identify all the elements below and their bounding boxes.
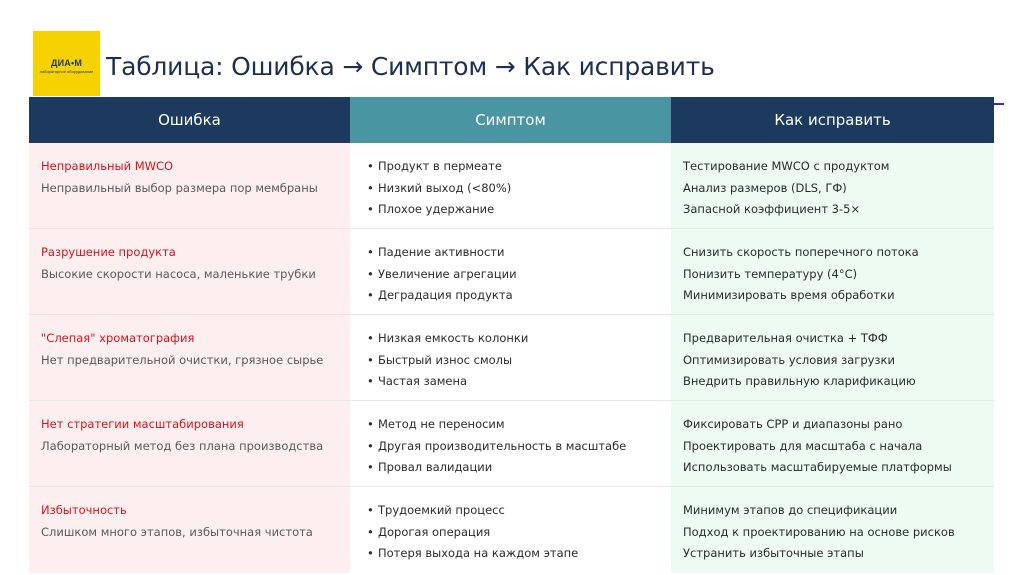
symptom-list (367, 328, 671, 393)
table-row (29, 229, 994, 315)
bullet-icon: • (367, 524, 374, 539)
logo-brand-text: ДИА•М (50, 58, 83, 68)
symptom-item (367, 264, 671, 286)
symptom-item (367, 522, 671, 544)
error-title: Неправильный MWCO (41, 159, 174, 173)
symptom-text: Увеличение агрегации (378, 266, 517, 281)
fix-item: Запасной коэффициент 3-5× (683, 202, 861, 216)
bullet-icon: • (367, 331, 374, 345)
error-title: Нет стратегии масштабирования (41, 417, 244, 431)
symptom-text: Метод не переносим (378, 417, 505, 431)
fix-item: Предварительная очистка + ТФФ (683, 331, 888, 345)
error-cell (29, 401, 350, 486)
bullet-icon: • (367, 266, 374, 281)
fix-cell (671, 401, 994, 486)
fix-cell (671, 143, 994, 228)
bullet-icon: • (367, 352, 374, 367)
fix-cell (671, 315, 994, 400)
bullet-icon: • (367, 546, 374, 560)
table-row (29, 315, 994, 401)
fix-item: Использовать масштабируемые платформы (683, 460, 952, 474)
symptom-cell (350, 487, 671, 573)
symptom-list (367, 500, 671, 565)
error-title: Разрушение продукта (41, 245, 176, 259)
fix-item: Устранить избыточные этапы (683, 546, 864, 560)
symptom-item (367, 371, 671, 393)
table-row (29, 143, 994, 229)
symptom-text: Дорогая операция (378, 524, 491, 539)
error-cell (29, 487, 350, 573)
fix-item: Минимум этапов до спецификации (683, 503, 898, 517)
symptom-text: Частая замена (378, 374, 468, 388)
logo-tagline: лабораторное оборудование (39, 69, 94, 74)
symptom-text: Провал валидации (378, 460, 493, 474)
fix-item: Понизить температуру (4°C) (683, 266, 858, 281)
symptom-text: Быстрый износ смолы (378, 352, 513, 367)
error-title: Избыточность (41, 503, 127, 517)
fix-cell (671, 487, 994, 573)
symptom-text: Низкая емкость колонки (378, 331, 529, 345)
symptom-item (367, 350, 671, 372)
symptom-cell (350, 229, 671, 314)
table-row (29, 487, 994, 573)
fix-item: Снизить скорость поперечного потока (683, 245, 919, 259)
symptom-cell (350, 401, 671, 486)
symptom-item (367, 543, 671, 565)
table-body (29, 143, 994, 573)
error-description: Неправильный выбор размера пор мембраны (41, 180, 318, 195)
accent-line (993, 103, 1004, 105)
company-logo (33, 31, 100, 96)
bullet-icon: • (367, 180, 374, 195)
error-description: Лабораторный метод без плана производства (41, 438, 324, 453)
symptom-text: Деградация продукта (378, 288, 513, 302)
bullet-icon: • (367, 503, 374, 517)
symptom-item (367, 457, 671, 479)
bullet-icon: • (367, 288, 374, 302)
fix-item: Проектировать для масштаба с начала (683, 438, 923, 453)
symptom-item (367, 285, 671, 307)
symptom-list (367, 156, 671, 221)
symptom-item (367, 199, 671, 221)
fix-cell (671, 229, 994, 314)
table-row (29, 401, 994, 487)
symptom-text: Трудоемкий процесс (378, 503, 505, 517)
fix-item: Тестирование MWCO с продуктом (683, 159, 890, 173)
symptom-item (367, 436, 671, 458)
error-symptom-fix-table (29, 97, 994, 575)
symptom-item (367, 242, 671, 264)
symptom-list (367, 414, 671, 479)
bullet-icon: • (367, 202, 374, 216)
bullet-icon: • (367, 159, 374, 173)
symptom-item (367, 500, 671, 522)
error-description: Слишком много этапов, избыточная чистота (41, 524, 313, 539)
fix-item: Внедрить правильную кларификацию (683, 374, 916, 388)
bullet-icon: • (367, 245, 374, 259)
error-cell (29, 315, 350, 400)
error-cell (29, 143, 350, 228)
symptom-text: Потеря выхода на каждом этапе (378, 546, 579, 560)
fix-item: Оптимизировать условия загрузки (683, 352, 895, 367)
symptom-text: Низкий выход (<80%) (378, 180, 512, 195)
fix-item: Минимизировать время обработки (683, 288, 895, 302)
symptom-text: Плохое удержание (378, 202, 495, 216)
symptom-list (367, 242, 671, 307)
symptom-item (367, 156, 671, 178)
table-header-row (29, 97, 994, 143)
fix-item: Подход к проектированию на основе рисков (683, 524, 955, 539)
symptom-cell (350, 143, 671, 228)
symptom-item (367, 178, 671, 200)
header-symptom: Симптом (350, 97, 671, 143)
error-description: Нет предварительной очистки, грязное сырье (41, 352, 324, 367)
error-description: Высокие скорости насоса, маленькие трубки (41, 266, 316, 281)
slide-title: Таблица: Ошибка → Симптом → Как исправить (106, 52, 715, 81)
bullet-icon: • (367, 438, 374, 453)
symptom-item (367, 414, 671, 436)
symptom-text: Другая производительность в масштабе (378, 438, 627, 453)
symptom-text: Падение активности (378, 245, 505, 259)
header-error: Ошибка (29, 97, 350, 143)
fix-item: Анализ размеров (DLS, ГФ) (683, 180, 847, 195)
symptom-item (367, 328, 671, 350)
bullet-icon: • (367, 417, 374, 431)
symptom-text: Продукт в пермеате (378, 159, 502, 173)
bullet-icon: • (367, 374, 374, 388)
bullet-icon: • (367, 460, 374, 474)
header-fix: Как исправить (671, 97, 994, 143)
error-cell (29, 229, 350, 314)
symptom-cell (350, 315, 671, 400)
error-title: "Слепая" хроматография (41, 331, 195, 345)
fix-item: Фиксировать CPP и диапазоны рано (683, 417, 903, 431)
